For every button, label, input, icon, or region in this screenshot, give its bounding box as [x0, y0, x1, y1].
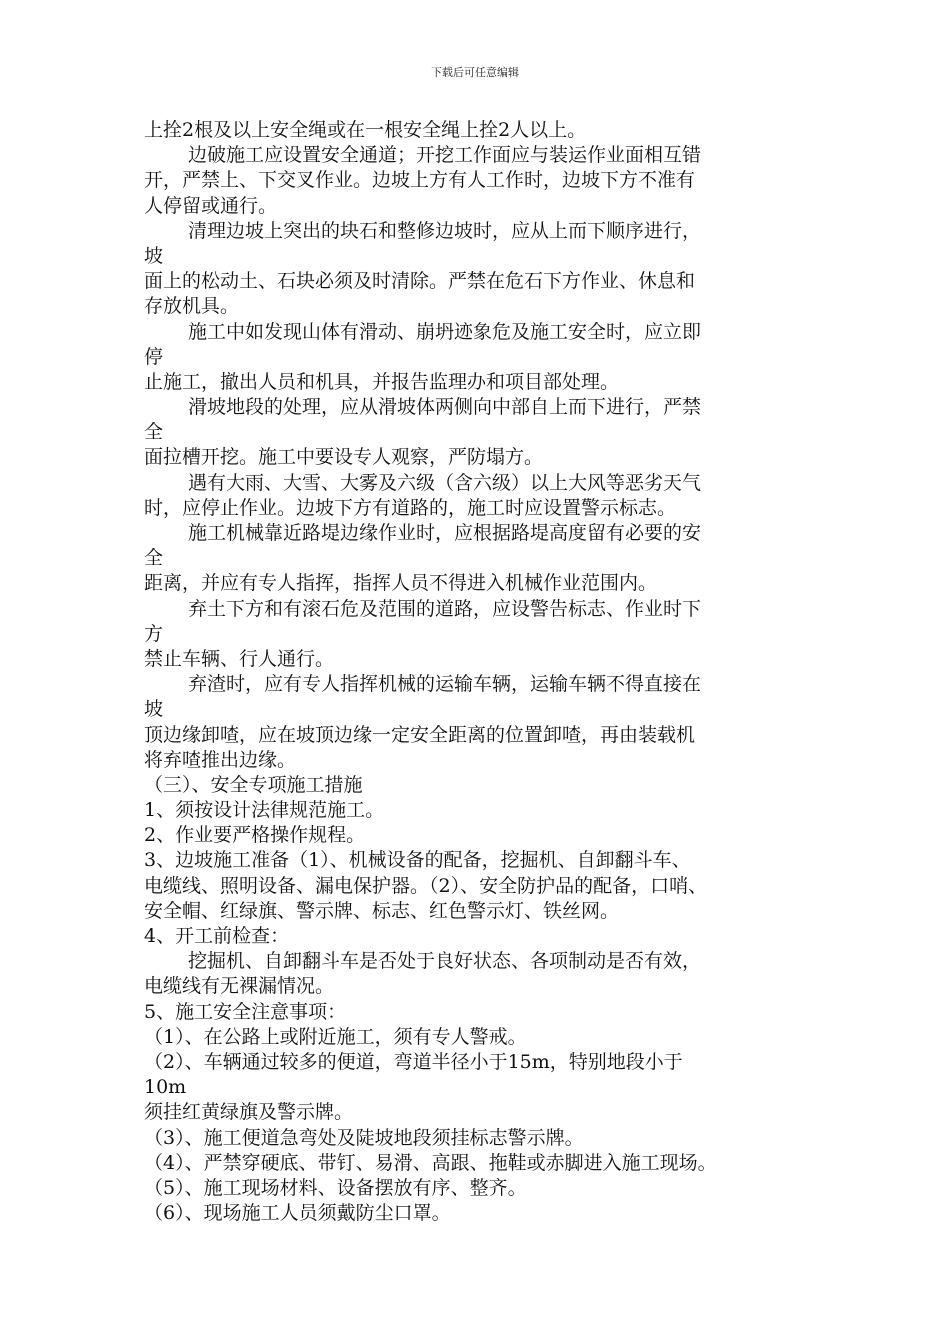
text-line: 2、作业要严格操作规程。 — [144, 824, 366, 847]
text-line: 全 — [144, 547, 164, 570]
text-line: 施工机械靠近路堤边缘作业时，应根据路堤高度留有必要的安 — [188, 522, 702, 544]
text-line: 4、开工前检查： — [144, 925, 290, 947]
text-line: 边破施工应设置安全通道；开挖工作面应与装运作业面相互错 — [188, 144, 702, 167]
text-line: 坡 — [144, 244, 164, 267]
text-line: 5、施工安全注意事项： — [144, 1000, 347, 1023]
text-line: 开，严禁上、下交叉作业。边坡上方有人工作时，边坡下方不准有 — [144, 169, 696, 192]
text-line: （4）、严禁穿硬底、带钉、易滑、高跟、拖鞋或赤脚进入施工现场。 — [144, 1151, 717, 1174]
text-line: 弃土下方和有滚石危及范围的道路，应设警告标志、作业时下 — [188, 597, 702, 620]
text-line: 10m — [144, 1076, 187, 1099]
text-line: 面上的松动土、石块必须及时清除。严禁在危石下方作业、休息和 — [144, 270, 696, 293]
text-line: 存放机具。 — [144, 295, 240, 318]
document-body — [144, 118, 834, 1226]
text-line: 滑坡地段的处理，应从滑坡体两侧向中部自上而下进行，严禁 — [188, 396, 702, 419]
text-line: （1）、在公路上或附近施工，须有专人警戒。 — [144, 1025, 527, 1048]
text-line: 弃渣时，应有专人指挥机械的运输车辆，运输车辆不得直接在 — [188, 673, 702, 696]
text-line: 遇有大雨、大雪、大雾及六级（含六级）以上大风等恶劣天气 — [188, 471, 702, 494]
text-line: 时，应停止作业。边坡下方有道路的，施工时应设置警示标志。 — [144, 496, 677, 519]
text-line: 安全帽、红绿旗、警示牌、标志、红色警示灯、铁丝网。 — [144, 899, 620, 922]
text-line: 止施工，撤出人员和机具，并报告监理办和项目部处理。 — [144, 370, 620, 393]
text-line: （三）、安全专项施工措施 — [144, 773, 363, 796]
text-line: 1、须按设计法律规范施工。 — [144, 799, 385, 822]
text-line: 施工中如发现山体有滑动、崩坍迹象危及施工安全时，应立即 — [188, 320, 702, 343]
text-line: 电缆线有无裸漏情况。 — [144, 975, 335, 998]
text-line: （2）、车辆通过较多的便道，弯道半径小于15m，特别地段小于 — [144, 1050, 683, 1073]
text-line: 方 — [144, 622, 164, 645]
text-line: 顶边缘卸喳，应在坡顶边缘一定安全距离的位置卸喳，再由装载机 — [144, 723, 696, 746]
text-line: 人停留或通行。 — [144, 194, 278, 217]
text-line: 禁止车辆、行人通行。 — [144, 647, 335, 670]
text-line: 停 — [144, 345, 164, 368]
text-line: 距离，并应有专人指挥，指挥人员不得进入机械作业范围内。 — [144, 572, 658, 595]
text-line: （5）、施工现场材料、设备摆放有序、整齐。 — [144, 1176, 527, 1199]
text-line: 清理边坡上突出的块石和整修边坡时，应从上而下顺序进行， — [188, 219, 702, 242]
text-line: 将弃喳推出边缘。 — [144, 748, 297, 771]
text-line: 电缆线、照明设备、漏电保护器。（2）、安全防护品的配备，口哨、 — [144, 874, 708, 897]
text-line: 3、边坡施工准备（1）、机械设备的配备，挖掘机、自卸翻斗车、 — [144, 849, 691, 872]
text-line: 挖掘机、自卸翻斗车是否处于良好状态、各项制动是否有效， — [188, 950, 702, 973]
text-line: （6）、现场施工人员须戴防尘口罩。 — [144, 1202, 451, 1225]
text-line: （3）、施工便道急弯处及陡坡地段须挂标志警示牌。 — [144, 1126, 584, 1149]
text-line: 全 — [144, 421, 164, 444]
text-line: 上拴2根及以上安全绳或在一根安全绳上拴2人以上。 — [144, 119, 587, 141]
text-line: 面拉槽开挖。施工中要设专人观察，严防塌方。 — [144, 446, 544, 469]
text-line: 须挂红黄绿旗及警示牌。 — [144, 1101, 354, 1124]
page-header: 下载后可任意编辑 — [431, 66, 519, 79]
text-line: 坡 — [144, 698, 164, 721]
